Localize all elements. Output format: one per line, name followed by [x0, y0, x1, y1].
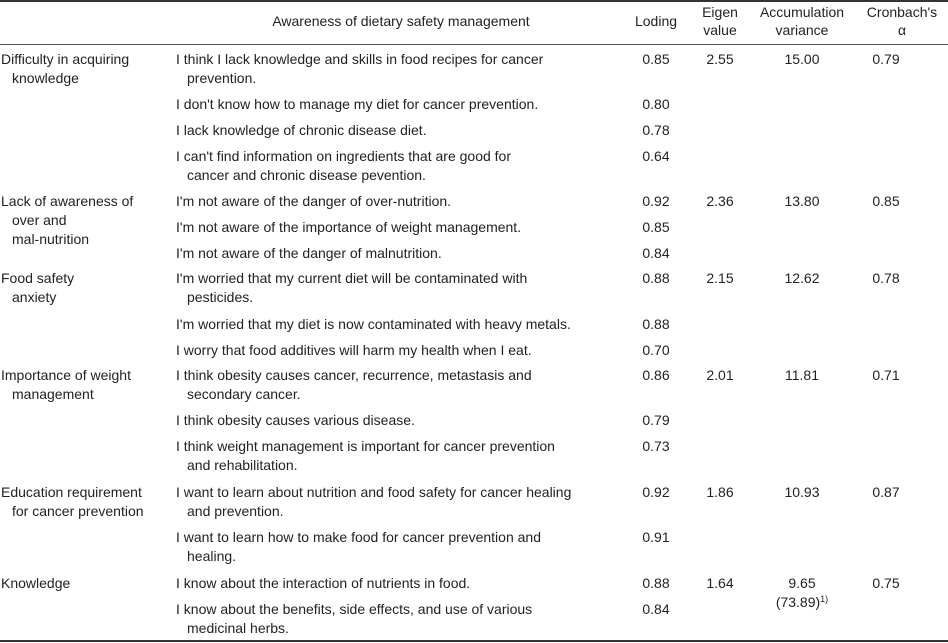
factor-name — [1, 483, 144, 521]
variance-value: 9.65 — [788, 575, 816, 591]
factor-name-line: for cancer prevention — [12, 503, 144, 519]
item-text-line: I can't find information on ingredients that are good for — [176, 148, 511, 164]
item-text-line: cancer and chronic disease pevention. — [187, 167, 426, 183]
accumulation-variance — [752, 192, 852, 211]
factor-name — [1, 366, 131, 404]
header-accumulation-line1: Accumulation — [759, 4, 845, 20]
item-text — [176, 483, 571, 521]
item-text-line: I think obesity causes various disease. — [176, 412, 415, 428]
header-cronbach — [856, 3, 948, 39]
factor-name-line: anxiety — [12, 289, 57, 305]
factor-name-line: management — [12, 386, 94, 402]
item-text-line: I lack knowledge of chronic disease diet. — [176, 122, 427, 138]
item-text — [176, 218, 521, 237]
factor-name — [1, 574, 70, 593]
factor-name-line: Lack of awareness of — [1, 193, 134, 209]
cumulative-total-value: (73.89) — [775, 594, 821, 610]
header-eigen-line2: value — [703, 22, 737, 38]
factor-name — [1, 192, 133, 249]
item-text — [176, 574, 470, 593]
item-loading: 0.92 — [642, 484, 670, 500]
item-text-line: I want to learn about nutrition and food safety for cancer healing — [176, 484, 572, 500]
item-text-line: pesticides. — [187, 289, 254, 305]
variance-value: 15.00 — [784, 51, 820, 67]
item-text-line: I think obesity causes cancer, recurrence, metastasis and — [176, 367, 532, 383]
item-loading: 0.70 — [642, 342, 670, 358]
item-text-line: secondary cancer. — [187, 386, 301, 402]
factor-name-line: Importance of weight — [1, 367, 131, 383]
footnote-marker: 1) — [820, 594, 829, 604]
item-loading: 0.88 — [642, 270, 670, 286]
header-eigen — [690, 3, 750, 39]
item-text — [176, 192, 451, 211]
item-text — [176, 528, 541, 566]
factor-name-line: mal-nutrition — [12, 231, 90, 247]
header-eigen-line1: Eigen — [702, 4, 738, 20]
variance-value: 12.62 — [784, 270, 820, 286]
item-text-line: I'm not aware of the danger of over-nutrition. — [176, 193, 452, 209]
cronbach-alpha: 0.85 — [872, 193, 900, 209]
item-text-line: I'm not aware of the importance of weight management. — [176, 219, 522, 235]
item-loading: 0.85 — [642, 219, 670, 235]
item-text — [176, 315, 571, 334]
item-loading: 0.79 — [642, 412, 670, 428]
item-text-line: and prevention. — [187, 503, 284, 519]
item-text-line: I know about the benefits, side effects, and use of various — [176, 601, 533, 617]
factor-name-line: knowledge — [12, 70, 79, 86]
header-divider — [0, 44, 948, 45]
eigen-value: 2.55 — [706, 51, 734, 67]
eigen-value: 2.01 — [706, 367, 734, 383]
eigen-value: 1.64 — [706, 575, 734, 591]
variance-value: 13.80 — [784, 193, 820, 209]
header-accumulation-line2: variance — [775, 22, 829, 38]
header-accumulation — [752, 3, 852, 39]
header-awareness: Awareness of dietary safety management — [272, 13, 530, 29]
cronbach-alpha: 0.71 — [872, 367, 900, 383]
item-text-line: I'm worried that my current diet will be contaminated with — [176, 270, 528, 286]
item-text-line: I'm worried that my diet is now contaminated with heavy metals. — [176, 316, 571, 332]
item-text-line: I think I lack knowledge and skills in food recipes for cancer — [176, 51, 544, 67]
item-text-line: I worry that food additives will harm my health when I eat. — [176, 342, 532, 358]
table-bottom-rule — [0, 640, 948, 642]
item-text — [176, 341, 532, 360]
item-loading: 0.78 — [642, 122, 670, 138]
item-loading: 0.91 — [642, 529, 670, 545]
cronbach-alpha: 0.75 — [872, 575, 900, 591]
cronbach-alpha: 0.87 — [872, 484, 900, 500]
item-text-line: I think weight management is important for cancer prevention — [176, 438, 555, 454]
item-text-line: I want to learn how to make food for cancer prevention and — [176, 529, 541, 545]
item-text — [176, 600, 532, 638]
accumulation-variance — [752, 269, 852, 288]
eigen-value: 2.15 — [706, 270, 734, 286]
item-loading: 0.64 — [642, 148, 670, 164]
factor-name-line: Education requirement — [1, 484, 142, 500]
item-loading: 0.84 — [642, 245, 670, 261]
item-loading: 0.84 — [642, 601, 670, 617]
item-text — [176, 366, 532, 404]
table-top-rule — [0, 0, 948, 2]
item-loading: 0.92 — [642, 193, 670, 209]
eigen-value: 2.36 — [706, 193, 734, 209]
accumulation-variance — [752, 574, 852, 612]
item-text-line: and rehabilitation. — [187, 457, 298, 473]
item-loading: 0.88 — [642, 575, 670, 591]
header-loading: Loding — [634, 13, 678, 29]
item-text-line: medicinal herbs. — [187, 620, 289, 636]
item-text-line: I don't know how to manage my diet for cancer prevention. — [176, 96, 539, 112]
item-text — [176, 269, 527, 307]
variance-value: 11.81 — [785, 367, 819, 383]
item-text-line: I'm not aware of the danger of malnutrition. — [176, 245, 442, 261]
item-loading: 0.86 — [642, 367, 670, 383]
cronbach-alpha: 0.78 — [872, 270, 900, 286]
cumulative-total — [752, 593, 852, 612]
item-text — [176, 437, 555, 475]
item-text-line: I know about the interaction of nutrients in food. — [176, 575, 471, 591]
item-text — [176, 95, 538, 114]
accumulation-variance — [752, 366, 852, 385]
eigen-value: 1.86 — [706, 484, 734, 500]
item-text — [176, 50, 543, 88]
item-loading: 0.85 — [642, 51, 670, 67]
factor-name-line: Difficulty in acquiring — [1, 51, 130, 67]
header-cronbach-line1: Cronbach's — [866, 4, 938, 20]
accumulation-variance — [752, 483, 852, 502]
factor-name-line: Knowledge — [1, 575, 71, 591]
item-text — [176, 244, 442, 263]
item-text — [176, 411, 415, 430]
header-cronbach-line2: α — [897, 22, 907, 38]
factor-name-line: Food safety — [1, 270, 75, 286]
item-text-line: healing. — [187, 548, 237, 564]
accumulation-variance — [752, 50, 852, 69]
factor-name-line: over and — [12, 212, 67, 228]
item-text — [176, 147, 511, 185]
item-loading: 0.88 — [642, 316, 670, 332]
cronbach-alpha: 0.79 — [872, 51, 900, 67]
factor-name — [1, 269, 74, 307]
item-text-line: prevention. — [187, 70, 257, 86]
item-text — [176, 121, 427, 140]
item-loading: 0.80 — [642, 96, 670, 112]
factor-name — [1, 50, 129, 88]
variance-value: 10.93 — [784, 484, 820, 500]
item-loading: 0.73 — [642, 438, 670, 454]
